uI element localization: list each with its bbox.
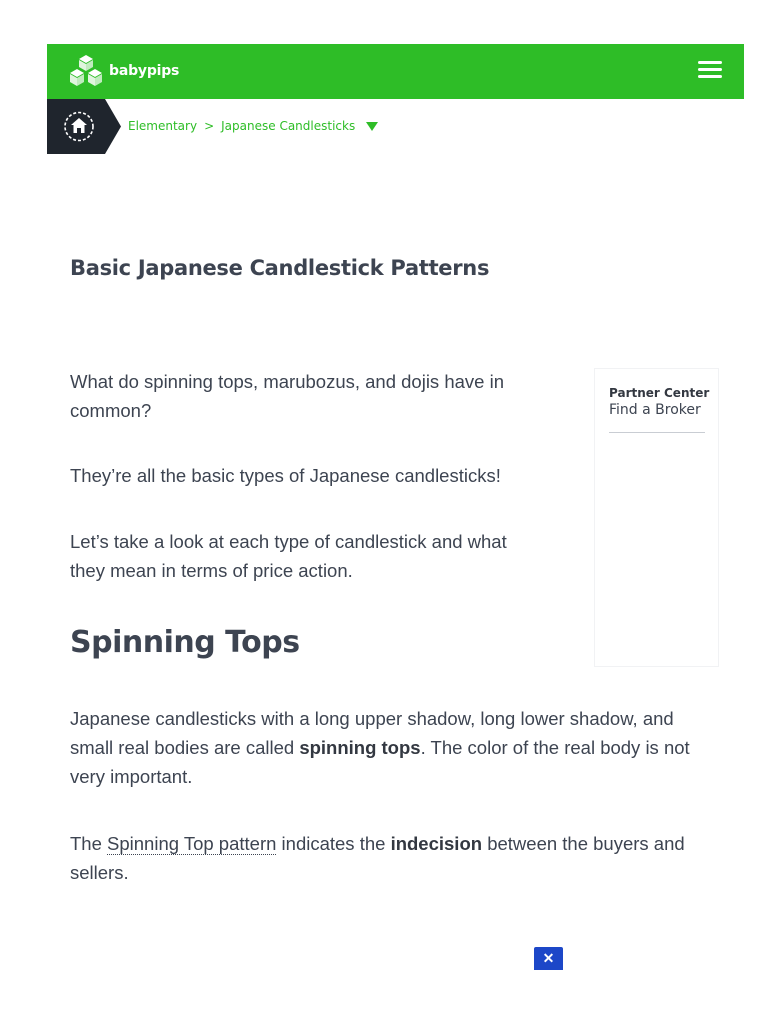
breadcrumb bbox=[128, 119, 378, 133]
text-span: Japanese candlesticks with a long upper shadow, long lower shadow, and small real bodies are called bbox=[70, 708, 674, 758]
ad-close-button[interactable]: ✕ bbox=[534, 947, 563, 970]
site-header bbox=[47, 44, 744, 99]
page-title: Basic Japanese Candlestick Patterns bbox=[70, 256, 490, 280]
breadcrumb-japanese-candlesticks[interactable]: Japanese Candlesticks bbox=[221, 119, 356, 133]
hamburger-menu-icon[interactable] bbox=[698, 61, 722, 81]
home-button[interactable] bbox=[47, 99, 121, 154]
breadcrumb-separator: > bbox=[204, 119, 215, 133]
intro-paragraph-3: Let’s take a look at each type of candlestick and what they mean in terms of price action. bbox=[70, 531, 507, 581]
bold-term-indecision: indecision bbox=[390, 833, 483, 854]
text-span: between the buyers and sellers. bbox=[70, 833, 685, 883]
text-span: . The color of the real body is not very important. bbox=[70, 737, 690, 787]
spinning-top-pattern-link[interactable]: Spinning Top pattern bbox=[107, 833, 277, 854]
home-laurel-icon bbox=[47, 99, 121, 154]
bold-term-spinning-tops: spinning tops bbox=[299, 737, 421, 758]
text-span: indicates the bbox=[276, 833, 391, 854]
logo-text: babypips bbox=[109, 63, 180, 79]
partner-center-heading: Partner Center bbox=[609, 386, 710, 400]
intro-paragraph-1: What do spinning tops, marubozus, and dojis have in common? bbox=[70, 371, 504, 421]
spinning-tops-paragraph-1 bbox=[70, 704, 720, 791]
breadcrumb-elementary[interactable]: Elementary bbox=[128, 119, 198, 133]
divider bbox=[609, 432, 705, 433]
intro-paragraph-2: They’re all the basic types of Japanese candlesticks! bbox=[70, 465, 501, 486]
spinning-tops-paragraph-2 bbox=[70, 829, 730, 887]
find-a-broker-link[interactable]: Find a Broker bbox=[609, 402, 701, 418]
logo-link[interactable] bbox=[69, 55, 179, 87]
triangle-down-icon[interactable] bbox=[366, 122, 378, 131]
cubes-icon bbox=[69, 55, 103, 87]
partner-center-box bbox=[594, 368, 719, 667]
text-span: The bbox=[70, 833, 108, 854]
section-title-spinning-tops: Spinning Tops bbox=[70, 625, 300, 660]
